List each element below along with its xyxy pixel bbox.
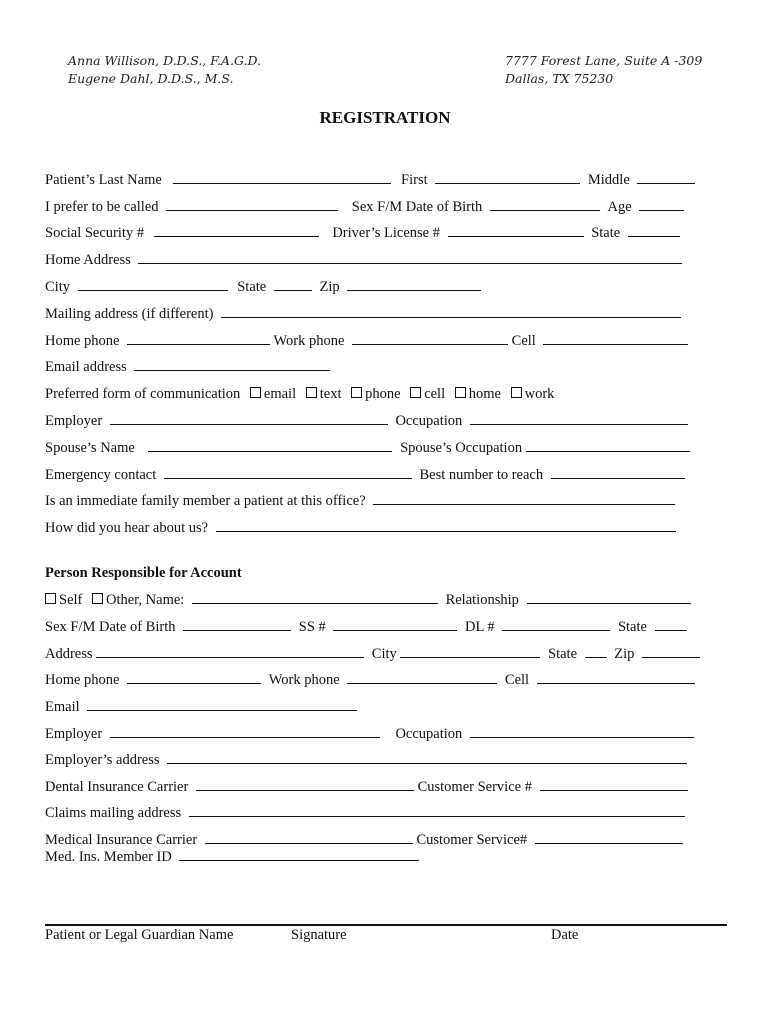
row-employer: [45, 412, 688, 430]
label-date: Date: [551, 927, 579, 943]
field-first[interactable]: [435, 171, 580, 184]
label-spouse-name: Spouse’s Name: [45, 440, 135, 456]
row-mailing: [45, 305, 681, 323]
field-customer-service[interactable]: [540, 778, 688, 791]
label-resp-cell: Cell: [504, 672, 530, 688]
section-heading-responsible: Person Responsible for Account: [45, 565, 242, 581]
label-employer-address: Employer’s address: [45, 752, 160, 768]
field-mailing[interactable]: [221, 305, 681, 318]
field-resp-dob[interactable]: [183, 618, 291, 631]
field-resp-cell[interactable]: [537, 671, 695, 684]
field-spouse-occ[interactable]: [526, 439, 690, 452]
label-other-name: Other, Name:: [105, 592, 185, 608]
field-claims-address[interactable]: [189, 804, 685, 817]
row-spouse: [45, 439, 690, 457]
field-occupation[interactable]: [470, 412, 688, 425]
label-work-phone: Work phone: [273, 333, 345, 349]
row-dental: [45, 778, 688, 796]
field-customer-service-2[interactable]: [535, 831, 683, 844]
field-relationship[interactable]: [527, 591, 691, 604]
row-resp-phones: [45, 671, 695, 689]
row-patient-name: [45, 171, 695, 189]
label-signature: Signature: [291, 927, 347, 943]
field-ssn[interactable]: [154, 224, 319, 237]
label-resp-dl: DL #: [465, 619, 495, 635]
form-title: REGISTRATION: [319, 108, 451, 127]
field-spouse-name[interactable]: [148, 439, 392, 452]
checkbox-self[interactable]: [45, 593, 56, 604]
field-last-name[interactable]: [173, 171, 391, 184]
field-employer[interactable]: [110, 412, 388, 425]
label-middle: Middle: [587, 172, 630, 188]
option-email: email: [263, 386, 297, 402]
row-home-address: [45, 251, 682, 269]
label-first: First: [401, 172, 428, 188]
option-cell: cell: [424, 386, 446, 402]
label-guardian-name: Patient or Legal Guardian Name: [45, 927, 234, 943]
label-ssn: Social Security #: [45, 225, 145, 241]
field-home-address[interactable]: [138, 251, 682, 264]
label-pref-comm: Preferred form of communication: [45, 386, 241, 402]
field-home-phone[interactable]: [127, 332, 270, 345]
field-resp-occupation[interactable]: [470, 725, 694, 738]
row-phones: [45, 332, 688, 350]
checkbox-email[interactable]: [250, 387, 261, 398]
field-employer-address[interactable]: [167, 751, 687, 764]
doctor-2: Eugene Dahl, D.D.S., M.S.: [68, 71, 234, 86]
row-resp-ids: [45, 618, 687, 636]
field-resp-work-phone[interactable]: [347, 671, 497, 684]
field-age[interactable]: [639, 198, 684, 211]
checkbox-text[interactable]: [306, 387, 317, 398]
label-resp-email: Email: [45, 699, 80, 715]
label-family: Is an immediate family member a patient at this office?: [45, 493, 366, 509]
field-resp-address[interactable]: [96, 645, 364, 658]
label-resp-address: Address: [45, 646, 93, 662]
row-member-id: [45, 848, 419, 866]
field-email[interactable]: [134, 358, 330, 371]
checkbox-work[interactable]: [511, 387, 522, 398]
label-prefer: I prefer to be called: [45, 199, 159, 215]
label-zip: Zip: [319, 279, 340, 295]
row-pref-comm: [45, 385, 554, 403]
field-hear[interactable]: [216, 519, 676, 532]
label-self: Self: [59, 592, 83, 608]
field-resp-zip[interactable]: [642, 645, 700, 658]
label-resp-employer: Employer: [45, 726, 103, 742]
label-dental-carrier: Dental Insurance Carrier: [45, 779, 189, 795]
label-resp-state-2: State: [548, 646, 578, 662]
label-best-number: Best number to reach: [419, 467, 544, 483]
label-resp-work-phone: Work phone: [268, 672, 340, 688]
label-claims-address: Claims mailing address: [45, 805, 182, 821]
row-prefer: [45, 198, 684, 216]
address-line-2: Dallas, TX 75230: [505, 71, 614, 86]
checkbox-other[interactable]: [92, 593, 103, 604]
label-resp-sex-dob: Sex F/M Date of Birth: [45, 619, 176, 635]
option-phone: phone: [365, 386, 401, 402]
label-mailing: Mailing address (if different): [45, 306, 214, 322]
label-home-address: Home Address: [45, 252, 131, 268]
field-resp-state-2[interactable]: [585, 645, 607, 658]
field-resp-employer[interactable]: [110, 725, 380, 738]
label-state-2: State: [237, 279, 267, 295]
doctor-1: Anna Willison, D.D.S., F.A.G.D.: [68, 53, 262, 68]
label-emergency: Emergency contact: [45, 467, 157, 483]
label-relationship: Relationship: [445, 592, 519, 608]
field-member-id[interactable]: [179, 848, 419, 861]
label-customer-service-2: Customer Service#: [416, 832, 528, 848]
field-city[interactable]: [78, 278, 228, 291]
field-state-2[interactable]: [274, 278, 312, 291]
label-spouse-occ: Spouse’s Occupation: [400, 440, 523, 456]
field-prefer[interactable]: [166, 198, 338, 211]
field-work-phone[interactable]: [352, 332, 508, 345]
label-city: City: [45, 279, 70, 295]
row-resp-employer: [45, 725, 694, 743]
row-city: [45, 278, 481, 296]
label-state: State: [591, 225, 621, 241]
signature-line[interactable]: [45, 924, 727, 926]
address-line-1: 7777 Forest Lane, Suite A -309: [505, 53, 703, 68]
field-cell[interactable]: [543, 332, 688, 345]
row-family: [45, 492, 675, 510]
row-medical: [45, 831, 683, 849]
label-medical-carrier: Medical Insurance Carrier: [45, 832, 198, 848]
label-employer: Employer: [45, 413, 103, 429]
field-family[interactable]: [373, 492, 675, 505]
field-resp-state[interactable]: [655, 618, 687, 631]
row-email: [45, 358, 330, 376]
checkbox-phone[interactable]: [351, 387, 362, 398]
checkbox-cell[interactable]: [410, 387, 421, 398]
label-resp-zip: Zip: [614, 646, 635, 662]
field-best-number[interactable]: [551, 466, 685, 479]
row-resp-address: [45, 645, 700, 663]
field-dob[interactable]: [490, 198, 600, 211]
field-other-name[interactable]: [192, 591, 438, 604]
field-dental-carrier[interactable]: [196, 778, 414, 791]
practice-doctors: [68, 52, 261, 88]
label-resp-city: City: [371, 646, 397, 662]
row-resp-email: [45, 698, 357, 716]
label-hear: How did you hear about us?: [45, 520, 209, 536]
row-ssn: [45, 224, 680, 242]
row-hear: [45, 519, 676, 537]
label-resp-occupation: Occupation: [395, 726, 463, 742]
label-occupation: Occupation: [395, 413, 463, 429]
row-resp-name: [45, 591, 691, 609]
label-customer-service: Customer Service #: [417, 779, 532, 795]
option-home: home: [468, 386, 501, 402]
field-medical-carrier[interactable]: [205, 831, 413, 844]
practice-address: [505, 52, 702, 88]
option-text: text: [319, 386, 342, 402]
row-emergency: [45, 466, 685, 484]
label-member-id: Med. Ins. Member ID: [45, 849, 172, 865]
label-email: Email address: [45, 359, 127, 375]
label-resp-ss: SS #: [298, 619, 326, 635]
checkbox-home[interactable]: [455, 387, 466, 398]
label-age: Age: [607, 199, 632, 215]
field-dl[interactable]: [448, 224, 584, 237]
field-resp-dl[interactable]: [502, 618, 610, 631]
field-zip[interactable]: [347, 278, 481, 291]
row-employer-address: [45, 751, 687, 769]
label-cell: Cell: [511, 333, 536, 349]
field-emergency[interactable]: [164, 466, 412, 479]
label-dl: Driver’s License #: [332, 225, 440, 241]
field-resp-ss[interactable]: [333, 618, 457, 631]
field-resp-email[interactable]: [87, 698, 357, 711]
field-state[interactable]: [628, 224, 680, 237]
field-resp-home-phone[interactable]: [127, 671, 261, 684]
label-sex-dob: Sex F/M Date of Birth: [351, 199, 483, 215]
option-work: work: [524, 386, 555, 402]
label-home-phone: Home phone: [45, 333, 120, 349]
label-resp-state: State: [617, 619, 647, 635]
label-last-name: Patient’s Last Name: [45, 172, 162, 188]
field-middle[interactable]: [637, 171, 695, 184]
field-resp-city[interactable]: [400, 645, 540, 658]
row-claims: [45, 804, 685, 822]
label-resp-home-phone: Home phone: [45, 672, 120, 688]
